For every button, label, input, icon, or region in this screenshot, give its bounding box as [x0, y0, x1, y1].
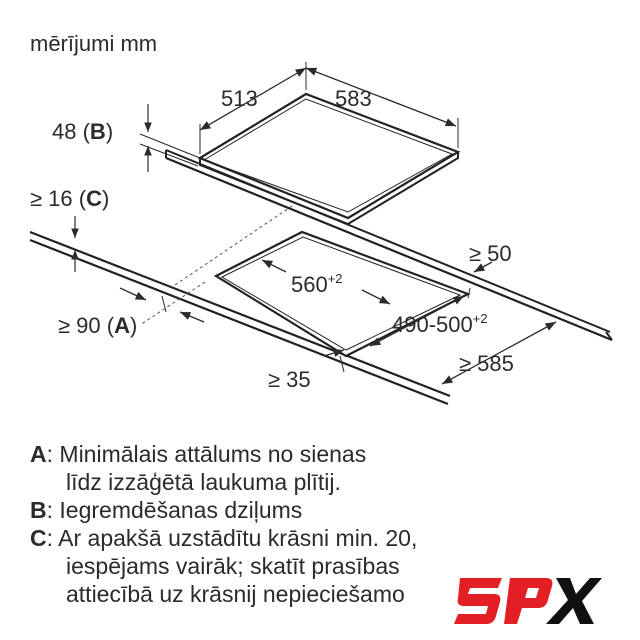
legend-b [30, 496, 630, 524]
legend-c-line2: iespējams vairāk; skatīt prasības [66, 553, 400, 579]
legend-c [30, 524, 630, 552]
width-label: 583 [335, 86, 372, 111]
logo-letter-s [454, 578, 502, 624]
rear-clear-label: ≥ 50 [469, 241, 512, 266]
legend-b-key: B [30, 497, 47, 523]
front-clear-label: ≥ 35 [268, 367, 311, 392]
legend-c-line1: : Ar apakšā uzstādītu krāsni min. 20, [46, 525, 418, 551]
legend-c-key: C [30, 525, 47, 551]
legend-a-line1: : Minimālais attālums no sienas [46, 441, 367, 467]
cutout [216, 232, 468, 356]
clear-c-label: ≥ 16 (C) [30, 186, 110, 211]
spx-logo [452, 572, 602, 630]
legend-a [30, 440, 630, 468]
cutout-width-label: $560^{+2}$ [291, 271, 343, 297]
cooktop [200, 94, 458, 224]
units-label: mērījumi mm [30, 31, 158, 56]
wall-clear-label: ≥ 90 (A) [58, 313, 138, 338]
legend-c-line3: attiecībā uz krāsnij nepieciešamo [66, 581, 405, 607]
cutout-depth-label: $490-500^{+2}$ [392, 311, 488, 337]
depth-label: 513 [221, 86, 258, 111]
legend-b-line1: : Iegremdēšanas dziļums [46, 497, 303, 523]
worktop-depth-label: ≥ 585 [459, 351, 514, 376]
height-b-label: 48 (B) [52, 119, 114, 144]
legend-a-key: A [30, 441, 47, 467]
legend-a-line2: līdz izzāģētā laukuma plītij. [66, 469, 341, 495]
